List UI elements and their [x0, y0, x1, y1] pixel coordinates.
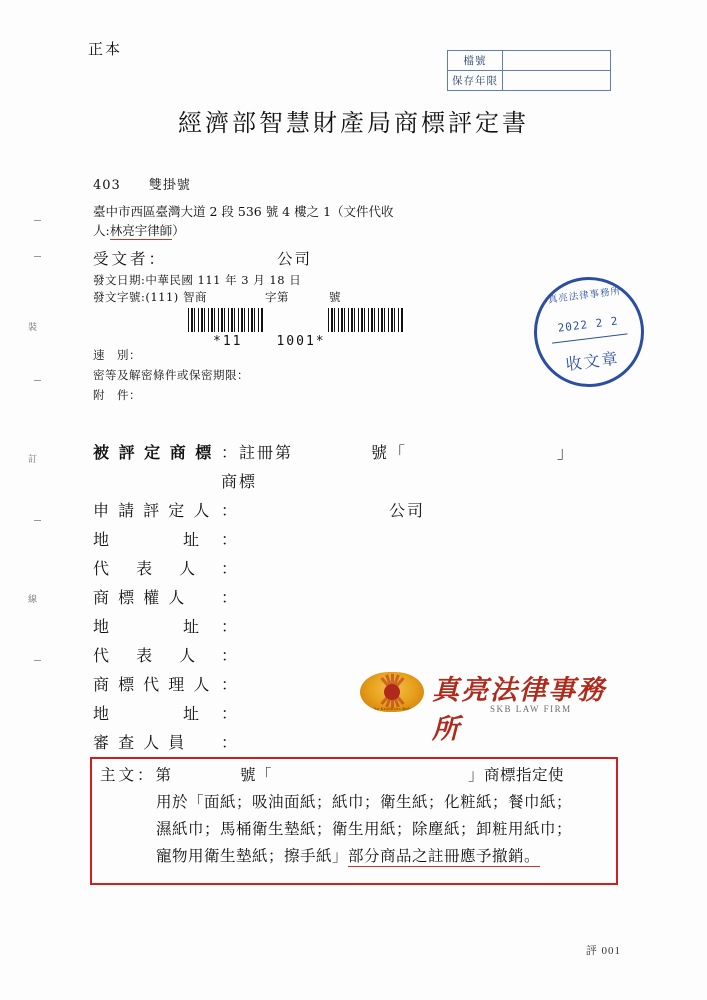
file-box-key-retention: 保存年限: [448, 71, 503, 90]
mail-type: 雙掛號: [148, 178, 191, 193]
applicant-colon: ：: [221, 501, 240, 520]
issue-date-label: 發文日期:: [93, 273, 146, 287]
stamp-firm-name: 真亮法律事務所: [547, 285, 622, 306]
file-box-key-archive: 檔號: [448, 51, 503, 70]
field-row-owner: [93, 585, 613, 614]
barcode-right: [328, 308, 404, 332]
barcode-left: [188, 308, 264, 332]
recipient-value: 公司: [277, 250, 313, 268]
field-value-owner: ：: [221, 588, 240, 607]
address-contact-name: 林亮宇律師: [109, 223, 173, 238]
field-value-examiner: ：: [221, 733, 240, 752]
main-text-line-4: [100, 843, 620, 870]
main-text-line-2: [100, 789, 620, 816]
address-contact-prefix: 人:: [93, 223, 110, 238]
speed-row: 速 別：: [93, 348, 141, 362]
margin-note-line: 線: [28, 595, 39, 605]
main-text: [100, 762, 620, 870]
main-text-goods-line-2: 濕紙巾；馬桶衛生墊紙；衛生用紙；除塵紙；卸粧用紙巾；: [156, 820, 573, 838]
mail-line: [93, 176, 593, 196]
file-box-row: [448, 51, 610, 71]
main-text-close: 」商標指定使: [468, 766, 565, 784]
doc-number-label: 發文字號:(111) 智商: [93, 290, 207, 304]
barcode-text-left: *11: [213, 334, 243, 349]
field-label-applicant: 申 請 評 定 人: [93, 501, 212, 520]
field-value-agent-address: ：: [221, 704, 240, 723]
field-row-trademark-word: [93, 469, 613, 498]
field-label-examiner: 審 查 人 員: [93, 733, 187, 752]
field-row-applicant-representative: [93, 556, 613, 585]
field-label-trademark: 被 評 定 商 標: [93, 443, 214, 462]
barcode-area: [93, 308, 593, 349]
doc-number-row: [93, 289, 593, 306]
law-firm-seal-icon: [360, 672, 424, 712]
recipient-row: [93, 249, 593, 269]
field-label-applicant-address: 地 址: [93, 530, 202, 549]
file-box-row: [448, 71, 610, 90]
field-label-owner-representative: 代 表 人: [93, 646, 198, 665]
recipient-label: 受文者：: [93, 250, 168, 268]
stamp-date: 2022 2 2: [557, 314, 620, 335]
address-line-2: [93, 221, 593, 240]
doc-number-mid: 字第: [264, 290, 289, 304]
file-box-value-retention: [503, 71, 610, 90]
main-text-line-1: [100, 762, 620, 789]
applicant-company: 公司: [389, 501, 426, 520]
field-value-owner-representative: ：: [221, 646, 240, 665]
issue-date-value: 中華民國 111 年 3 月 18 日: [145, 273, 302, 287]
main-text-line-3: [100, 816, 620, 843]
seal-caption: Trinity Kindness Balance: [364, 706, 420, 711]
field-value-agent: ：: [221, 675, 240, 694]
file-box-value-archive: [503, 51, 610, 70]
field-value-applicant-representative: ：: [221, 559, 240, 578]
field-value-applicant: [221, 498, 613, 521]
issue-date-row: [93, 272, 593, 289]
main-text-conclusion: 部分商品之註冊應予撤銷。: [348, 847, 541, 865]
field-row-applicant: [93, 498, 613, 527]
field-label-owner-address: 地 址: [93, 617, 202, 636]
attachment-row: 附 件：: [93, 388, 141, 402]
field-row-trademark: [93, 440, 613, 469]
document-meta-block: [93, 176, 593, 404]
field-label-owner: 商 標 權 人: [93, 588, 187, 607]
main-text-goods-line-1: 用於「面紙；吸油面紙；紙巾；衛生紙；化粧紙；餐巾紙；: [156, 793, 573, 811]
trademark-close-quote: 」: [557, 443, 576, 462]
margin-note-staple: 訂: [28, 455, 39, 465]
address-contact-suffix: ）: [172, 223, 185, 238]
field-row-owner-address: [93, 614, 613, 643]
margin-note-bind: 裝: [28, 323, 39, 333]
footer-code: 評 001: [585, 945, 621, 957]
main-text-lead: 主文：第: [100, 766, 175, 784]
file-number-box: [447, 50, 611, 91]
barcode-text: [213, 332, 326, 352]
field-label-agent-address: 地 址: [93, 704, 202, 723]
trademark-reg-prefix: ：註冊第: [221, 443, 294, 462]
secrecy-row: 密等及解密條件或保密期限：: [93, 368, 249, 382]
mail-code: 403: [93, 178, 121, 193]
law-firm-logo: [360, 668, 622, 745]
address-line-1: 臺中市西區臺灣大道 2 段 536 號 4 樓之 1（文件代收: [93, 204, 394, 219]
main-text-goods-line-3: 寵物用衛生墊紙；擦手紙」: [156, 847, 349, 865]
law-firm-name-en: SKB LAW FIRM: [490, 704, 572, 714]
margin-marks: [28, 220, 48, 720]
stamp-received-label: 收文章: [564, 348, 621, 375]
doc-number-suffix: 號: [328, 290, 341, 304]
page-title: 經濟部智慧財產局商標評定書: [178, 109, 529, 137]
copy-label: 正本: [88, 40, 123, 58]
field-value-owner-address: ：: [221, 617, 240, 636]
barcode-text-right: 1001*: [276, 334, 326, 349]
field-row-applicant-address: [93, 527, 613, 556]
field-value-trademark: [221, 440, 613, 463]
field-value-trademark-word: 商標: [221, 472, 258, 491]
field-label-applicant-representative: 代 表 人: [93, 559, 198, 578]
stamp-divider: [552, 333, 628, 343]
main-text-mid: 號「: [240, 766, 273, 784]
field-value-applicant-address: ：: [221, 530, 240, 549]
law-firm-name-cn: 真亮法律事務所: [432, 675, 606, 745]
trademark-no-suffix: 號「: [371, 443, 408, 462]
field-label-agent: 商 標 代 理 人: [93, 675, 212, 694]
